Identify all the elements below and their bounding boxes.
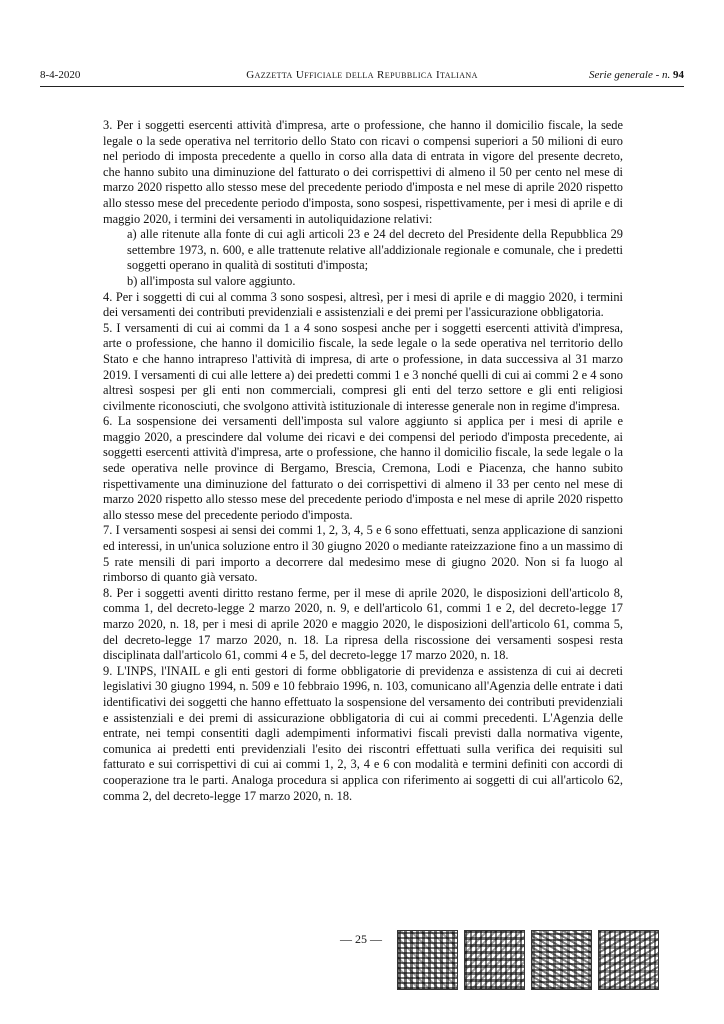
header-series-label: Serie generale - n. (589, 69, 671, 81)
paragraph: 9. L'INPS, l'INAIL e gli enti gestori di forme obbligatorie di previdenza e assistenza di cui ai decreti legislativi 30 giugno 1994, n. 509 e 10 febbraio 1996, n. 103, comunicano all'Agenzia delle entrate i dati identificativi dei soggetti che hanno effettuato la sospensione del versamento dei contributi previdenziali e assistenziali e dei premi di assicurazione obbligatoria di cui ai commi precedenti. L'Agenzia delle entrate, nei tempi consentiti dagli adempimenti informativi fiscali previsti dalla normativa vigente, comunica ai predetti enti previdenziali l'esito dei riscontri effettuati sulla verifica dei requisiti sul fatturato e sui corrispettivi di cui ai commi 1, 2, 3, 4 e 6 con modalità e termini definiti con accordi di cooperazione tra le parti. Analoga procedura si applica con riferimento ai soggetti di cui all'articolo 62, comma 2, del decreto-legge 17 marzo 2020, n. 18. (103, 663, 623, 803)
header-date: 8-4-2020 (40, 69, 81, 81)
paragraph: 3. Per i soggetti esercenti attività d'impresa, arte o professione, che hanno il domicilio fiscale, la sede legale o la sede operativa nel territorio dello Stato con ricavi o compensi superiori a 50 milioni di euro nel periodo di imposta precedente a quello in corso alla data di entrata in vigore del presente decreto, che hanno subito una diminuzione del fatturato o dei corrispettivi di almeno il 50 per cento nel mese di marzo 2020 rispetto allo stesso mese del precedente periodo d'imposta e nel mese di aprile 2020 rispetto allo stesso mese del precedente periodo d'imposta, sono sospesi, rispettivamente, per i mesi di aprile e di maggio 2020, i termini dei versamenti in autoliquidazione relativi: (103, 118, 623, 226)
page-header (40, 68, 684, 84)
paragraph: 6. La sospensione dei versamenti dell'imposta sul valore aggiunto si applica per i mesi di aprile e maggio 2020, a prescindere dal volume dei ricavi e dei compensi del periodo d'imposta precedente, ai soggetti esercenti attività d'impresa, arte o professione, che hanno il domicilio fiscale, la sede legale o la sede operativa nelle province di Bergamo, Brescia, Cremona, Lodi e Piacenza, che hanno subito rispettivamente una diminuzione del fatturato o dei corrispettivi di almeno il 33 per cento nel mese di marzo 2020 rispetto allo stesso mese del precedente periodo d'imposta e nel mese di aprile 2020 rispetto allo stesso mese del precedente periodo d'imposta. (103, 414, 623, 522)
page-number: — 25 — (340, 932, 382, 946)
header-series (589, 68, 684, 82)
barcode-image (531, 930, 592, 990)
page-footer (0, 930, 724, 1000)
sub-paragraph: a) alle ritenute alla fonte di cui agli articoli 23 e 24 del decreto del Presidente della Repubblica 29 settembre 1973, n. 600, e alle trattenute relative all'addizionale regionale e comunale, che i predetti soggetti operano in qualità di sostituti d'imposta; (127, 227, 623, 273)
sub-paragraph: b) all'imposta sul valore aggiunto. (127, 273, 296, 288)
paragraph: 8. Per i soggetti aventi diritto restano ferme, per il mese di aprile 2020, le disposizioni dell'articolo 8, comma 1, del decreto-legge 2 marzo 2020, n. 9, e dell'articolo 61, commi 1 e 2, del decreto-legge 17 marzo 2020, n. 18, per i mesi di aprile 2020 e maggio 2020, le disposizioni dell'articolo 61, comma 5, del decreto-legge 17 marzo 2020, n. 18. La ripresa della riscossione dei versamenti sospesi resta disciplinata dall'articolo 61, commi 4 e 5, del decreto-legge 17 marzo 2020, n. 18. (103, 585, 623, 663)
header-issue-number: 94 (673, 69, 684, 81)
barcode-image (397, 930, 458, 990)
paragraph: 7. I versamenti sospesi ai sensi dei commi 1, 2, 3, 4, 5 e 6 sono effettuati, senza applicazione di sanzioni ed interessi, in un'unica soluzione entro il 30 giugno 2020 o mediante rateizzazione fino a un massimo di 5 rate mensili di pari importo a decorrere dal medesimo mese di giugno 2020. Non si fa luogo al rimborso di quanto già versato. (103, 523, 623, 585)
paragraph: 5. I versamenti di cui ai commi da 1 a 4 sono sospesi anche per i soggetti esercenti attività d'impresa, arte o professione, che hanno il domicilio fiscale, la sede legale o la sede operativa nel territorio dello Stato e che hanno intrapreso l'attività di impresa, di arte o professione, in data successiva al 31 marzo 2019. I versamenti di cui alle lettere a) dei predetti commi 1 e 3 nonché quelli di cui ai commi 2 e 4 sono altresì sospesi per gli enti non commerciali, compresi gli enti del terzo settore e gli enti religiosi civilmente riconosciuti, che svolgono attività istituzionale di interesse generale non in regime d'impresa. (103, 320, 623, 413)
barcode-image (598, 930, 659, 990)
barcode-group (397, 930, 659, 990)
document-body (103, 118, 623, 804)
barcode-image (464, 930, 525, 990)
paragraph: 4. Per i soggetti di cui al comma 3 sono sospesi, altresì, per i mesi di aprile e di maggio 2020, i termini dei versamenti dei contributi previdenziali e assistenziali e dei premi per l'assicurazione obbligatoria. (103, 289, 623, 320)
header-publication: Gazzetta Ufficiale della Repubblica Italiana (246, 69, 478, 81)
header-rule (40, 86, 684, 87)
